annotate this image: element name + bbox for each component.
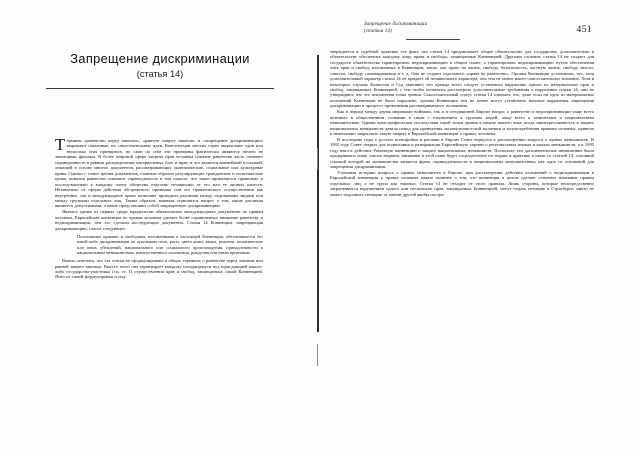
gutter-mark-upper	[317, 148, 318, 170]
article-quote: Пользование правами и свободами, изложенными в настоящей Конвенции, обеспечивается без какой-либо дискриминации по признакам пола, расы, цвета кожи, языка, религии, политических или иных убеждений, национального или социального происхождения, принадлежности к национальным меньшинствам, имущественного положения, рождения или иным признакам.	[77, 233, 263, 256]
paragraph: Являясь одним из первых среди юридически обязательных международных документов по правам человека, Европейская конвенция по правам человека уделяет более ограниченное внимание равенству и недискриминации, чем это сделали последующие документы. Статья 14 Конвенции, запрещающая дискриминацию, гласит следующее:	[55, 209, 263, 231]
running-head-divider	[406, 39, 460, 40]
left-page	[0, 0, 317, 452]
running-head	[364, 22, 514, 35]
left-column-body	[55, 135, 263, 281]
paragraph: В последние годы с ростом ксенофобии и расизма в Европе Совет вернулся к рассмотрению вопроса о правах меньшинств. В 1992 году Совет открыл для подписания и ратификации Европейскую хартию о региональных языках и языках меньшинств, а в 1995 году ввел в действие Рамочную конвенцию о защите национальных меньшинств. Поскольку эти дополнительные инициативы были предприняты лишь совсем недавно, внимание в этой главе будет сосредоточено на теории и практике в связи со статьей 14, основной ссылкой которой на меньшинства является фраза «принадлежности к национальным меньшинствам» как одно из оснований для запрещения дискриминации.	[330, 136, 594, 170]
page-gutter-shadow	[317, 55, 319, 332]
paragraph: Важно отметить, что эта статья не сформулирована в общих терминах о равенстве перед законом или равной защите законом. Вместо этого она гарантирует каждому находящемуся под юрисдикцией какого-либо государства-участника (см. ст. 1) осуществления прав и свобод, защищаемых самой Конвенцией. Ясно из самой формулировки и под-	[55, 258, 263, 280]
paragraph: тверждается в судебной практике тот факт, что статья 14 предписывает общее обязательство для государства, дополнительно к обязательству обеспечить каждому лицу права и свободы, защищаемые Конвенцией. Другими словами, статья 14 не создает для государств обязательства гарантировать недискриминацию в общем плане, а гарантировать недискриминацию путем обеспечения этих прав и свобод, изложенных в Конвенции, таких, как право на жизнь, свободу, безопасность, частную жизнь, свободу мысли, совести, свободу самовыражения и т. д. Она не создает отдельного «права на равенство». Органы Конвенции установили, что, хотя дополнительный характер статьи 14 не придает ей независимого характера, она тем не менее имеет самостоятельное значение. Хотя в некоторых случаях Комиссия и Суд заявляют, что прежде всего следует установить нарушение одного из материальных прав и свобод, защищаемых Конвенцией, с тем чтобы позволить рассмотреть дополнительные требования о нарушении статьи 14, они не утверждают, что это неизменная точка зрения. Самостоятельный статус статьи 14 означает, что, даже если ни одно из материальных положений Конвенции не было нарушено, органы Конвенции тем не менее могут установить наличие нарушения запрещения дискриминации в процессе применения рассматриваемого положения.	[330, 49, 594, 109]
right-page	[320, 0, 640, 452]
page-title: Запрещение дискриминации	[70, 51, 250, 66]
gutter-mark-lower	[317, 344, 318, 366]
running-head-title: Запрещение дискриминации	[364, 22, 428, 27]
page-subtitle: (статья 14)	[136, 68, 184, 79]
title-divider	[46, 88, 274, 89]
paragraph: Учитывая историю вопроса о правах меньшинств в Европе, при рассмотрении действия положений о недискриминации в Европейской конвенции о правах человека важно помнить о том, что конвенция в целом уделяет основное внимание правам отдельных лиц, а не групп как таковых. Статья 14 не отходит от этого правила. Лишь стороны, которые непосредственно затрагиваются нарушением одного или нескольких прав, защищаемых Конвенцией, могут подать петицию в Страсбурге: никто не может подолнить петицию от имени другой якобы постра-	[330, 170, 594, 197]
chapter-heading	[46, 52, 274, 79]
paragraph: Термины «равенство перед законом», «равную защиту законов» и «запрещение дискриминации» выражают связанные, но самостоятельные идеи. Конституции многих стран закрепляют один или несколько этих принципов, но сами по себе эти принципы фактически являются ничего не значащими фразами. В более широкой сфере защиты прав человека понятие равенства часто означает справедливость в равном распределении материальных благ и прав, и это является важнейшей посылкой, лежащей в основе многих документов, рассматривающих экономические, социальные или культурные права. Однако с точки зрения документов, главным образом регулирующих гражданские и политические права, понятия равенства означают справедливость в том смысле, что закон применяется правильно и последовательно к каждому члену общества отдельно независимо от его или ее личных качеств. Независимо от сферы действия абстрактного принципа или его практического осуществления как внутреннее, так и международное право позволяет проводить различия между отдельными лицами или между группами отдельных лиц. Таким образом, важным становится вопрос о том, какие различия являются допустимыми, а какие представляют собой запрещенную дискриминацию.	[55, 135, 263, 209]
right-column-body	[330, 49, 594, 198]
running-head-subtitle: (статья 14)	[364, 28, 392, 34]
paragraph: Как в период между двумя мировыми войнами, так и в сегодняшней Европе вопрос о равенстве и недискриминации чаще всего возникал в общественном сознании в связи с отношением к группам людей, чаще всего к этническим и национальным меньшинствам. Однако катастрофические последствия такой точки зрения в начале нашего века, когда заинтересованность в защите национальных меньшинств давала повод для проведения экспансионистской политики и злоупотребления правами человека, привели к нежеланию закреплять такую защиту в Европейской конвенции о правах человека.	[330, 109, 594, 136]
page-number: 451	[576, 25, 592, 35]
